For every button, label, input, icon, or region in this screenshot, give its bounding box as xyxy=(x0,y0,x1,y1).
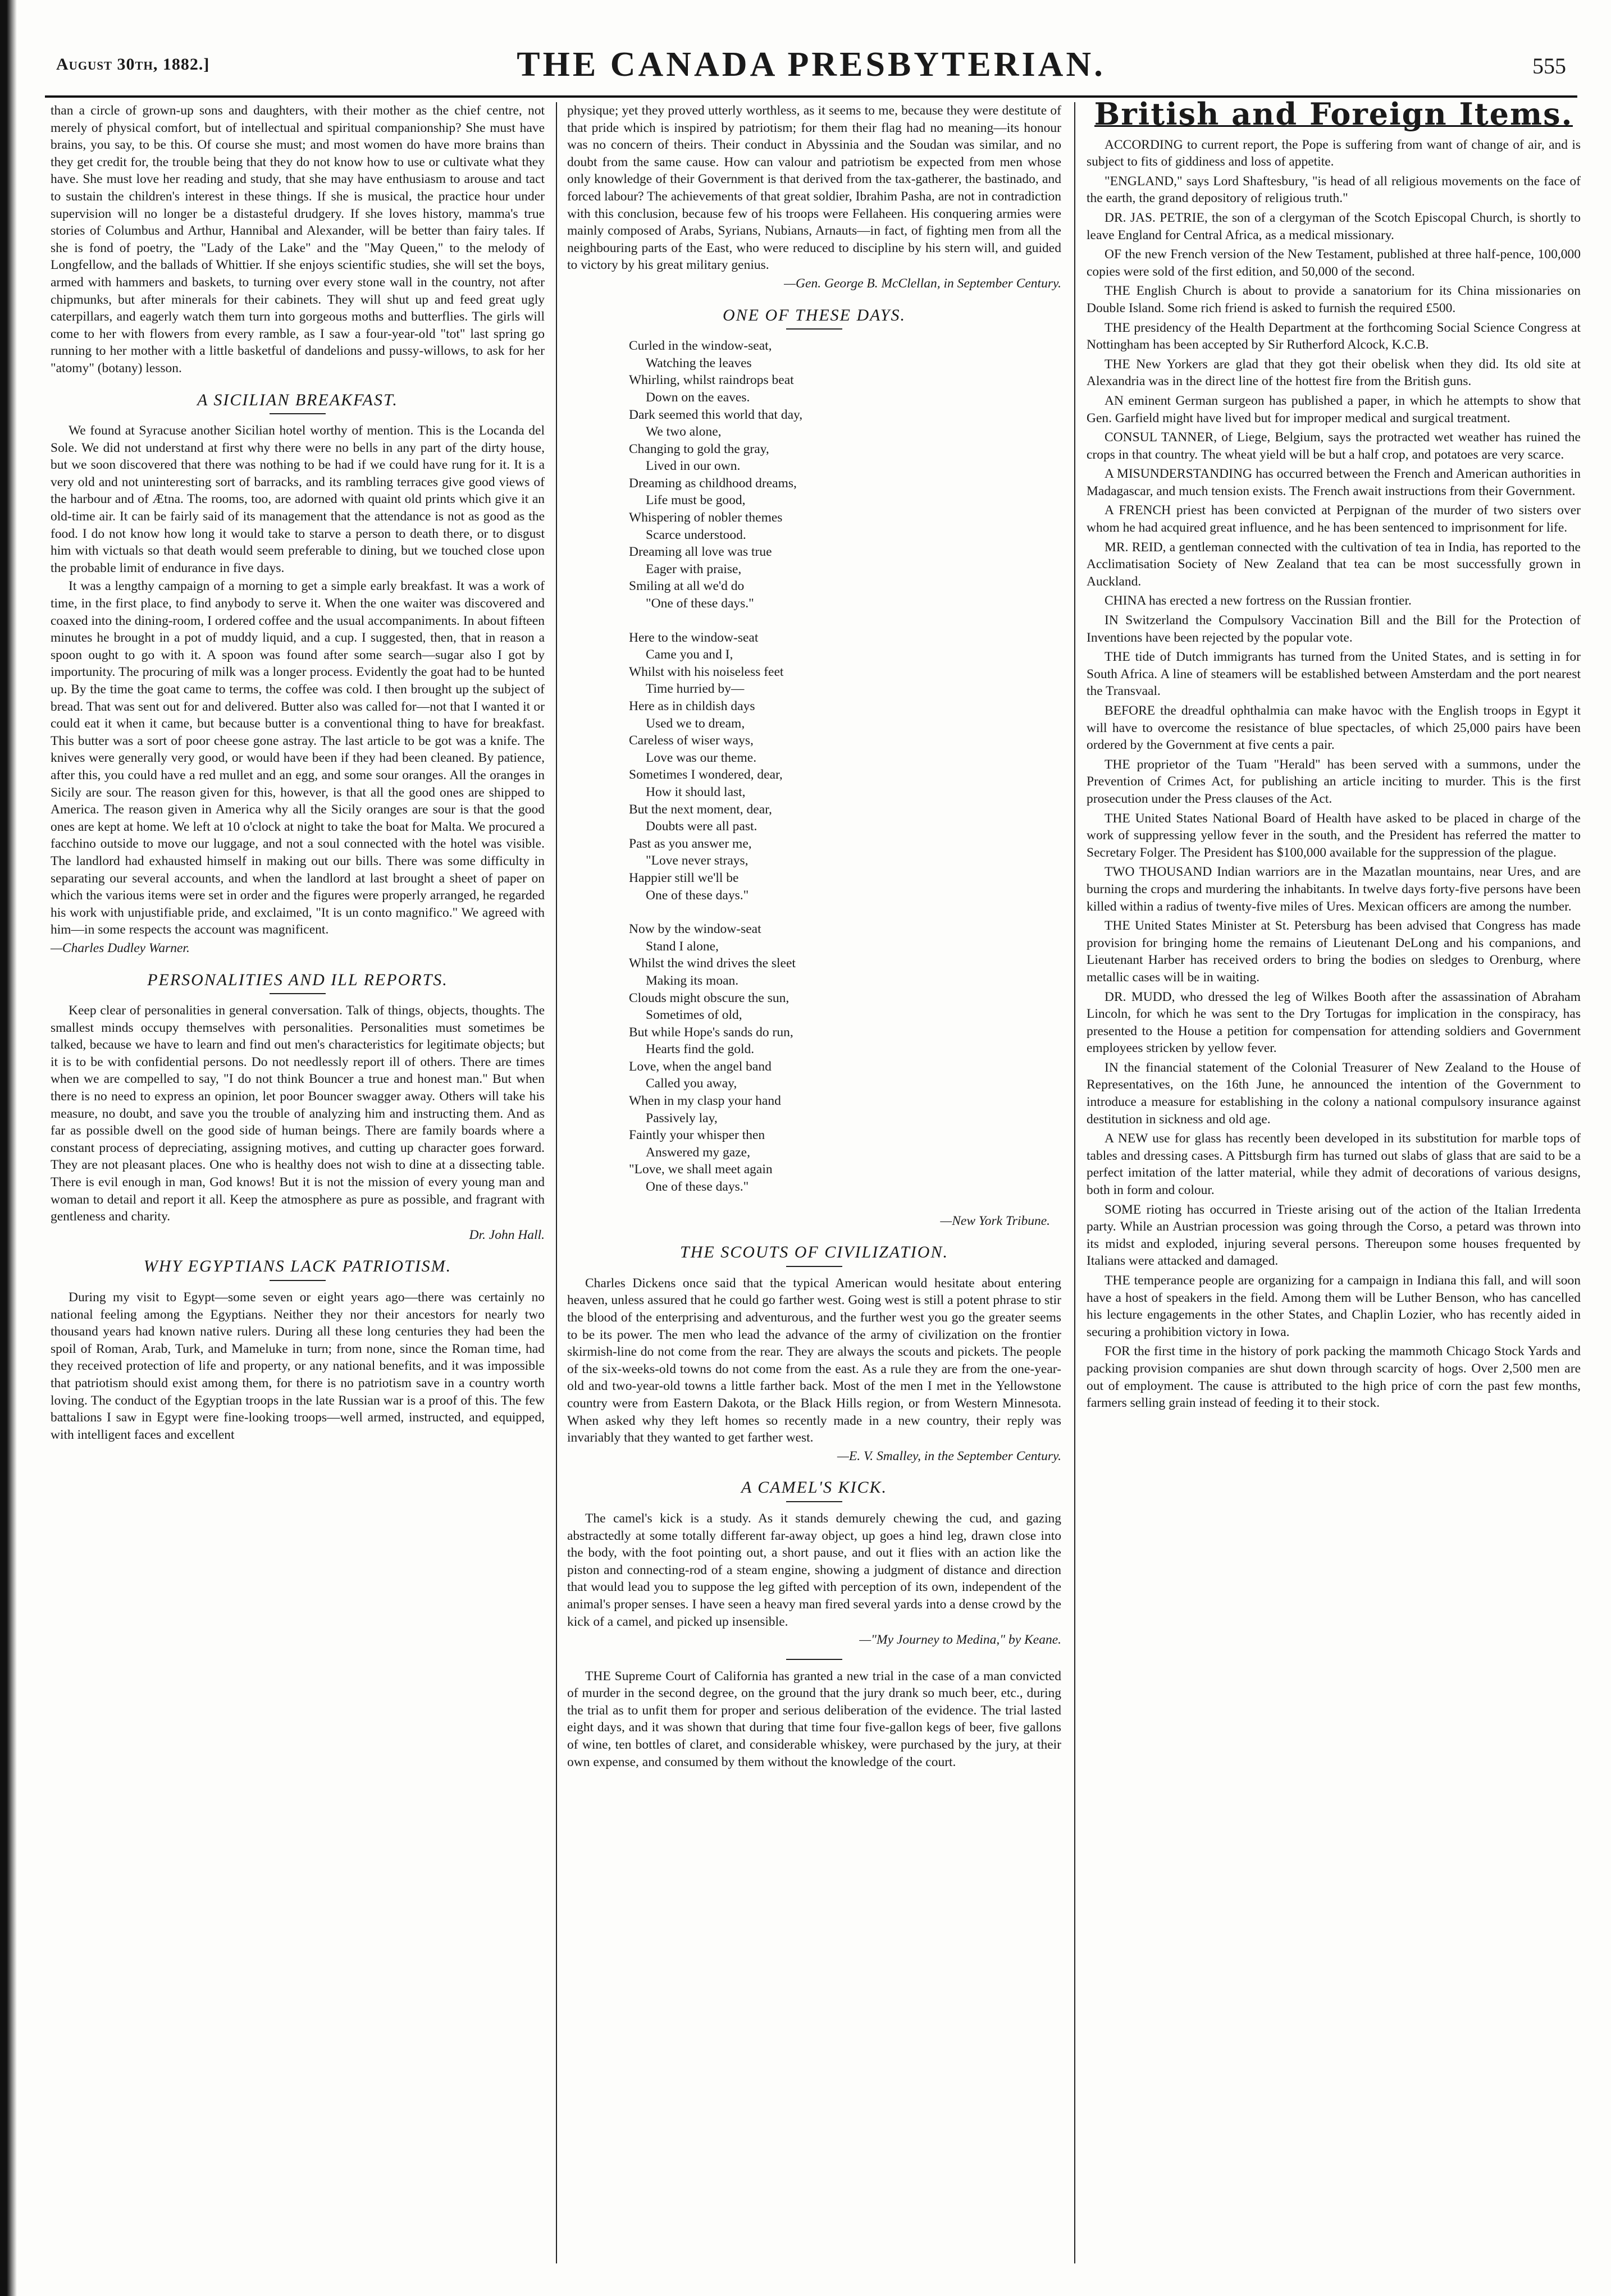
poem-line: Now by the window-seat xyxy=(629,922,761,937)
article-author: —Charles Dudley Warner. xyxy=(51,940,190,955)
article-author: —Gen. George B. McClellan, in September Century. xyxy=(784,276,1061,291)
news-item: MR. REID, a gentleman connected with the cultivation of tea in India, has reported to the Acclimatisation Society of New Zealand that tea can be most successfully grown in Auckland. xyxy=(1087,539,1581,589)
news-item: AN eminent German surgeon has published a paper, in which he attempts to show that Gen. Garfield might have lived but for improper medical and surgical treatment. xyxy=(1087,393,1581,426)
news-item: CHINA has erected a new fortress on the Russian frontier. xyxy=(1105,593,1412,609)
poem-line: Hearts find the gold. xyxy=(646,1042,755,1057)
news-item: FOR the first time in the history of pork packing the mammoth Chicago Stock Yards and packing provision companies are shut down through scarcity of hogs. Over 2,500 men are out of employment. The cause is attributed to the high price of corn the past few months, farmers selling grain instead of feeding it to their stock. xyxy=(1087,1344,1581,1411)
poem-line: Smiling at all we'd do xyxy=(629,579,745,594)
poem-line: But the next moment, dear, xyxy=(629,802,772,817)
poem-line: But while Hope's sands do run, xyxy=(629,1024,793,1040)
poem-stanza xyxy=(629,921,1061,1196)
poem-line: "One of these days." xyxy=(646,596,754,611)
section-banner xyxy=(1087,96,1581,132)
poem-line: Used we to dream, xyxy=(646,716,745,731)
article-title-egyptians: WHY EGYPTIANS LACK PATRIOTISM. xyxy=(143,1257,452,1276)
poem-line: Stand I alone, xyxy=(646,939,719,954)
poem-line: Changing to gold the gray, xyxy=(629,441,769,456)
page-header xyxy=(51,45,1572,90)
article-paragraph: We found at Syracuse another Sicilian hotel worthy of mention. This is the Locanda del Sole. We did not understand at first why there were no bells in any part of the dirty house, but we soon discovered that there was nothing to be had if we could have rung for it. It is a very old and not uninteresting sort of barracks, and its rambling terraces give good views of the harbour and of Ætna. The rooms, too, are adorned with quaint old prints which give it an old-time air. It can be fairly said of its management that the attendance is not as good as the food. I do not know how long it would take to starve a person to death there, or to disgust him with victuals so that death would seem preferable to dining, but we touched close upon the probable limit of endurance in five days. xyxy=(51,423,545,575)
column-3 xyxy=(1087,96,1581,1414)
page-number: 555 xyxy=(1532,53,1566,79)
poem-line: Dark seemed this world that day, xyxy=(629,407,803,422)
poem-line: We two alone, xyxy=(646,424,722,440)
article-author: —E. V. Smalley, in the September Century. xyxy=(837,1448,1061,1463)
poem-line: Time hurried by— xyxy=(646,682,745,697)
poem-line: Life must be good, xyxy=(646,493,746,508)
poem-line: Happier still we'll be xyxy=(629,870,739,885)
scan-binding-edge xyxy=(0,0,17,2296)
article-paragraph: The camel's kick is a study. As it stands demurely chewing the cud, and gazing abstractedly at some totally different far-away object, up goes a hind leg, drawn close into the body, with the foot pointing out, a short pause, and out it flies with an action like the piston and connecting-rod of a steam engine, showing a judgment of distance and direction that would lead you to suppose the leg gifted with perception of its own, independent of the animal's proper senses. I have seen a heavy man fired several yards into a dense crowd by the kick of a camel, and picked up insensible. xyxy=(567,1511,1061,1629)
news-item: DR. JAS. PETRIE, the son of a clergyman of the Scotch Episcopal Church, is shortly to leave England for Central Africa, as a medical missionary. xyxy=(1087,210,1581,243)
poem-line: "Love never strays, xyxy=(646,853,749,868)
article-author: Dr. John Hall. xyxy=(469,1227,545,1242)
poem-line: Doubts were all past. xyxy=(646,819,757,834)
poem-line: Passively lay, xyxy=(646,1110,718,1126)
issue-date: August 30th, 1882.] xyxy=(56,55,210,74)
news-item: A NEW use for glass has recently been developed in its substitution for marble tops of tables and dressing cases. A Pittsburgh firm has turned out slabs of glass that are said to be a perfect imitation of the latter material, while they admit of decorations of various designs, both in form and colour. xyxy=(1087,1131,1581,1198)
title-rule xyxy=(786,328,842,330)
news-item: THE English Church is about to provide a sanatorium for its China missionaries on Double Island. Some rich friend is asked to furnish the required £500. xyxy=(1087,283,1581,315)
news-paragraph: THE Supreme Court of California has granted a new trial in the case of a man convicted of murder in the second degree, on the ground that the jury drank so much beer, etc., during the trial as to unfit them for proper and serious deliberation of the evidence. The trial lasted eight days, and it was shown that during that time four five-gallon kegs of beer, five gallons of wine, ten bottles of claret, and considerable whiskey, were purchased by the jury, at their own expense, and consumed by them without the knowledge of the court. xyxy=(567,1668,1061,1769)
continued-paragraph: physique; yet they proved utterly worthless, as it seems to me, because they were destitute of that pride which is inspired by patriotism; for them their flag had no meaning—its honour was no concern of theirs. Their conduct in Abyssinia and the Soudan was similar, and no doubt from the same cause. How can valour and patriotism be expected from men whose only knowledge of their Government is that derived from the tax-gatherer, the bastinado, and forced labour? The achievements of that great soldier, Ibrahim Pasha, are not in contradiction with this conclusion, because few of his troops were Fellaheen. His conquering armies were mainly composed of Arabs, Syrians, Nubians, Arnauts—in fact, of fighting men from all the neighbouring parts of the East, who were reduced to discipline by his stern will, and guided to victory by his great military genius. xyxy=(567,103,1061,273)
poem-line: Curled in the window-seat, xyxy=(629,339,772,354)
column-1 xyxy=(51,102,545,1444)
poem-line: Dreaming as childhood dreams, xyxy=(629,475,797,491)
news-item: DR. MUDD, who dressed the leg of Wilkes Booth after the assassination of Abraham Lincoln, for which he was sent to the Dry Tortugas for implication in the conspiracy, has presented to the House a petition for compensation for attending soldiers and Government employees stricken by yellow fever. xyxy=(1087,989,1581,1056)
news-item: BEFORE the dreadful ophthalmia can make havoc with the English troops in Egypt it will have to overcome the resistance of blue spectacles, of which 25,000 pairs have been ordered by the Government at five cents a pair. xyxy=(1087,703,1581,753)
poem-line: Here as in childish days xyxy=(629,699,755,714)
poem xyxy=(629,337,1061,1196)
poem-line: Called you away, xyxy=(646,1076,737,1091)
masthead-title: THE CANADA PRESBYTERIAN. xyxy=(517,45,1106,84)
poem-line: Whilst with his noiseless feet xyxy=(629,664,784,679)
news-item: THE New Yorkers are glad that they got their obelisk when they did. Its old site at Alexandria was in the direct line of the hottest fire from the British guns. xyxy=(1087,356,1581,389)
news-items-list xyxy=(1087,136,1581,1412)
poem-line: One of these days." xyxy=(646,1179,749,1195)
poem-line: Love was our theme. xyxy=(646,750,757,765)
poem-line: When in my clasp your hand xyxy=(629,1094,781,1109)
poem-line: Clouds might obscure the sun, xyxy=(629,990,789,1005)
poem-line: Faintly your whisper then xyxy=(629,1128,765,1143)
news-item: THE proprietor of the Tuam "Herald" has been served with a summons, under the Prevention of Crimes Act, for publishing an article inciting to murder. This is the first prosecution under the Press clauses of the Act. xyxy=(1087,757,1581,806)
poem-title: ONE OF THESE DAYS. xyxy=(722,305,906,324)
poem-line: Love, when the angel band xyxy=(629,1059,772,1074)
column-rule-1 xyxy=(556,102,557,2263)
news-item: THE temperance people are organizing for a campaign in Indiana this fall, and will soon have a host of speakers in the field. Among them will be Luther Benson, who has cancelled his lecture engagements in the other States, and Chaplin Lozier, who has recently aided in securing a prohibition victory in Iowa. xyxy=(1087,1273,1581,1339)
news-item: THE United States Minister at St. Petersburg has been advised that Congress has made provision for bringing home the remains of Lieutenant DeLong and his companions, and Lieutenant Harber has received orders to bring the bodies on sledges to Orenburg, where metallic cases will be in waiting. xyxy=(1087,918,1581,985)
title-rule xyxy=(786,1501,842,1502)
section-rule xyxy=(786,1659,842,1660)
poem-line: "Love, we shall meet again xyxy=(629,1162,773,1177)
poem-stanza xyxy=(629,337,1061,612)
news-item: THE presidency of the Health Department at the forthcoming Social Science Congress at Nottingham has been accepted by Sir Rutherford Alcock, K.C.B. xyxy=(1087,320,1581,353)
article-title-sicilian: A SICILIAN BREAKFAST. xyxy=(197,390,398,409)
poem-line: Whispering of nobler themes xyxy=(629,510,783,525)
poem-line: Sometimes of old, xyxy=(646,1008,742,1023)
news-item: IN Switzerland the Compulsory Vaccination Bill and the Bill for the Protection of Inventions have been rejected by the popular vote. xyxy=(1087,613,1581,645)
news-item: ACCORDING to current report, the Pope is suffering from want of change of air, and is subject to fits of giddiness and loss of appetite. xyxy=(1087,137,1581,170)
article-paragraph: Keep clear of personalities in general conversation. Talk of things, objects, thoughts. The smallest minds occupy themselves with personalities. Personalities must sometimes be talked, because we have to learn and find out men's characteristics for legitimate objects; but it is to be with confidential persons. Do not needlessly report ill of others. There are times when we are compelled to say, "I do not think Bouncer a true and honest man." But when there is no need to express an opinion, let poor Bouncer swagger away. Others will take his measure, no doubt, and save you the trouble of analyzing him and instructing them. And as far as possible dwell on the good side of human beings. There are family boards where a constant process of depreciating, assigning motives, and cutting up character goes forward. They are not pleasant places. One who is healthy does not wish to dine at a dissecting table. There is evil enough in man, God knows! But it is not the mission of every young man and woman to detail and report it all. Keep the atmosphere as pure as possible, and fragrant with gentleness and charity. xyxy=(51,1003,545,1224)
poem-stanza xyxy=(629,629,1061,904)
article-paragraph: Charles Dickens once said that the typical American would hesitate about entering heaven, unless assured that he could go farther west. Going west is still a potent phrase to stir the blood of the enterprising and adventurous, and the further west you go the greater seems to be its power. The men who lead the advance of the army of civilization on the frontier skirmish-line do not come from the rear. They are always the scouts and pickets. The people of the six-weeks-old towns do not come from the east. As a rule they are from the one-year-old and two-year-old towns a little farther back. Most of the men I met in the Yellowstone country were from Eastern Dakota, or the Black Hills region, or from Western Minnesota. When asked why they left homes so recently made in a new country, their reply was invariably that they wanted to get farther west. xyxy=(567,1275,1061,1446)
poem-line: Answered my gaze, xyxy=(646,1145,750,1160)
poem-line: Down on the eaves. xyxy=(646,390,750,405)
news-item: IN the financial statement of the Colonial Treasurer of New Zealand to the House of Representatives, on the 16th June, he announced the intention of the Government to introduce a measure for establishing in the colony a national compulsory insurance against destitution in sickness and old age. xyxy=(1087,1060,1581,1127)
poem-line: Lived in our own. xyxy=(646,459,741,474)
news-item: CONSUL TANNER, of Liege, Belgium, says the protracted wet weather has ruined the crops in that country. The wheat yield will be but a half crop, and potatoes are very scarce. xyxy=(1087,430,1581,462)
article-paragraph: During my visit to Egypt—some seven or eight years ago—there was certainly no national feeling among the Egyptians. Neither they nor their ancestors for nearly two thousand years had known native rulers. During all these long centuries they had been the spoil of Roman, Arab, Turk, and Mameluke in turn; from none, since the Roman time, had they received protection of life and property, or any national benefits, and it was impossible that patriotism should exist among them, for there is no patriotism save in a country worth loving. The conduct of the Egyptian troops in the late Russian war is a proof of this. The few battalions I saw in Egypt were fine-looking troops—well armed, instructed, and equipped, with intelligent faces and excellent xyxy=(51,1290,545,1442)
article-title-personalities: PERSONALITIES AND ILL REPORTS. xyxy=(147,970,448,989)
title-rule xyxy=(270,413,326,414)
poem-line: Watching the leaves xyxy=(646,355,752,371)
article-paragraph: It was a lengthy campaign of a morning to get a simple early breakfast. It was a work of time, in the first place, to find anybody to serve it. When the one waiter was discovered and coaxed into the dining-room, I ordered coffee and the usual accompaniments. In about fifteen minutes he brought in a pot of muddy liquid, and a cup. I suggested, then, that in reason a spoon ought to go with it. A spoon was found after some search—sugar also I got by importunity. The procuring of milk was a longer process. Evidently the goat had to be hunted up. By the time the goat came to terms, the coffee was cold. I then brought up the subject of bread. That was sent out for and delivered. Butter also was called for—not that I wanted it or could eat it when it came, but because butter is a conventional thing to have for breakfast. This butter was a sort of poor cheese gone astray. The last article to be got was a knife. The knives were generally very good, or would have been if they had been cleaned. By patience, after this, you could have a red mullet and an egg, and some sour oranges. All the oranges in Sicily are sour. The reason given for this, however, is that all the good ones are shipped to America. The reason given in America why all the Sicily oranges are sour is that the good ones are kept at home. We left at 10 o'clock at night to take the boat for Malta. We procured a facchino outside to move our luggage, and not a soul connected with the hotel was visible. The landlord had exhausted himself in making out our bills. There was some difficulty in separating our several accounts, and when the landlord at last brought a sheet of paper on which the various items were set in order and the figures were properly arranged, he regarded his work with unjustifiable pride, and exclaimed, "It is un conto magnifico." We agreed with him—in some respects the account was magnificent. xyxy=(51,579,545,937)
section-banner-title: British and Foreign Items. xyxy=(1094,96,1573,132)
poem-line: Came you and I, xyxy=(646,647,733,662)
poem-line: Eager with praise, xyxy=(646,561,742,577)
poem-line: Whirling, whilst raindrops beat xyxy=(629,373,794,388)
news-item: THE United States National Board of Health have asked to be placed in charge of the work of suppressing yellow fever in the south, and the President has referred the matter to Secretary Folger. The President has $100,000 available for the suppression of the plague. xyxy=(1087,811,1581,860)
news-item: A FRENCH priest has been convicted at Perpignan of the murder of two sisters over whom he had acquired great influence, and he has been sentenced to imprisonment for life. xyxy=(1087,503,1581,536)
poem-line: Making its moan. xyxy=(646,973,739,988)
news-item: TWO THOUSAND Indian warriors are in the Mazatlan mountains, near Ures, and are burning the crops and murdering the inhabitants. In twelve days forty-five persons have been killed within a radius of twenty-five miles of Ures. Mexican officers are among the number. xyxy=(1087,865,1581,914)
news-item: A MISUNDERSTANDING has occurred between the French and American authorities in Madagascar, and much tension exists. The French await instructions from their Government. xyxy=(1087,466,1581,498)
poem-line: Scarce understood. xyxy=(646,527,746,542)
news-item: THE tide of Dutch immigrants has turned from the United States, and is setting in for South Africa. A line of steamers will be established between Amsterdam and the port nearest the Transvaal. xyxy=(1087,650,1581,699)
poem-line: Careless of wiser ways, xyxy=(629,733,754,748)
poem-line: Dreaming all love was true xyxy=(629,545,772,560)
title-rule xyxy=(270,993,326,994)
title-rule xyxy=(786,1266,842,1267)
article-author: —"My Journey to Medina," by Keane. xyxy=(859,1632,1061,1648)
poem-line: How it should last, xyxy=(646,784,746,799)
intro-paragraph: than a circle of grown-up sons and daughters, with their mother as the chief centre, not merely of physical comfort, but of intellectual and spiritual companionship? She must have brains, you say, to be this. Of course she must; and most women do have more brains than they get credit for, the trouble being that they do not know how to use or cultivate what they have. She must love her reading and study, that she may have enthusiasm to arouse and tact to sustain the children's interest in these things. If she is musical, the practice hour under supervision will no longer be a distasteful drudgery. If she loves history, mamma's true stories of Columbus and Arthur, Hannibal and Alexander, will be better than fairy tales. If she is fond of poetry, the "Lady of the Lake" and the "May Queen," to the melody of Longfellow, and the ballads of Whittier. If she enjoys scientific studies, she will set the boys, armed with hammers and baskets, to turning over every stone wall in the country, not after chipmunks, but after minerals for their cabinets. They will shut up and feed great ugly caterpillars, and eagerly watch them turn into gorgeous moths and butterflies. The girls will come to her with flowers from every ramble, as I saw a four-year-old "tot" last spring go running to her mother with a little basketful of dandelions and pussy-willows, to ask for her "atomy" (botany) lesson. xyxy=(51,103,545,376)
column-rule-2 xyxy=(1074,102,1075,2263)
article-title-camel: A CAMEL'S KICK. xyxy=(741,1478,888,1497)
news-item: SOME rioting has occurred in Trieste arising out of the action of the Italian Irredenta party. While an Austrian procession was going through the Corso, a petard was thrown into its midst and exploded, injuring several persons. Thereupon some houses frequented by Italians were attacked and damaged. xyxy=(1087,1202,1581,1269)
title-rule xyxy=(270,1280,326,1281)
poem-line: One of these days." xyxy=(646,888,749,903)
poem-line: Here to the window-seat xyxy=(629,630,759,645)
poem-line: Sometimes I wondered, dear, xyxy=(629,767,783,783)
article-title-scouts: THE SCOUTS OF CIVILIZATION. xyxy=(680,1243,948,1262)
poem-line: Whilst the wind drives the sleet xyxy=(629,956,796,971)
poem-line: Past as you answer me, xyxy=(629,836,752,851)
poem-source: —New York Tribune. xyxy=(940,1213,1050,1228)
news-item: "ENGLAND," says Lord Shaftesbury, "is head of all religious movements on the face of the earth, the grand depository of religious truth." xyxy=(1087,173,1581,206)
column-2 xyxy=(567,102,1061,1772)
news-item: OF the new French version of the New Testament, published at three half-pence, 100,000 copies were sold of the first edition, and 50,000 of the second. xyxy=(1087,247,1581,279)
